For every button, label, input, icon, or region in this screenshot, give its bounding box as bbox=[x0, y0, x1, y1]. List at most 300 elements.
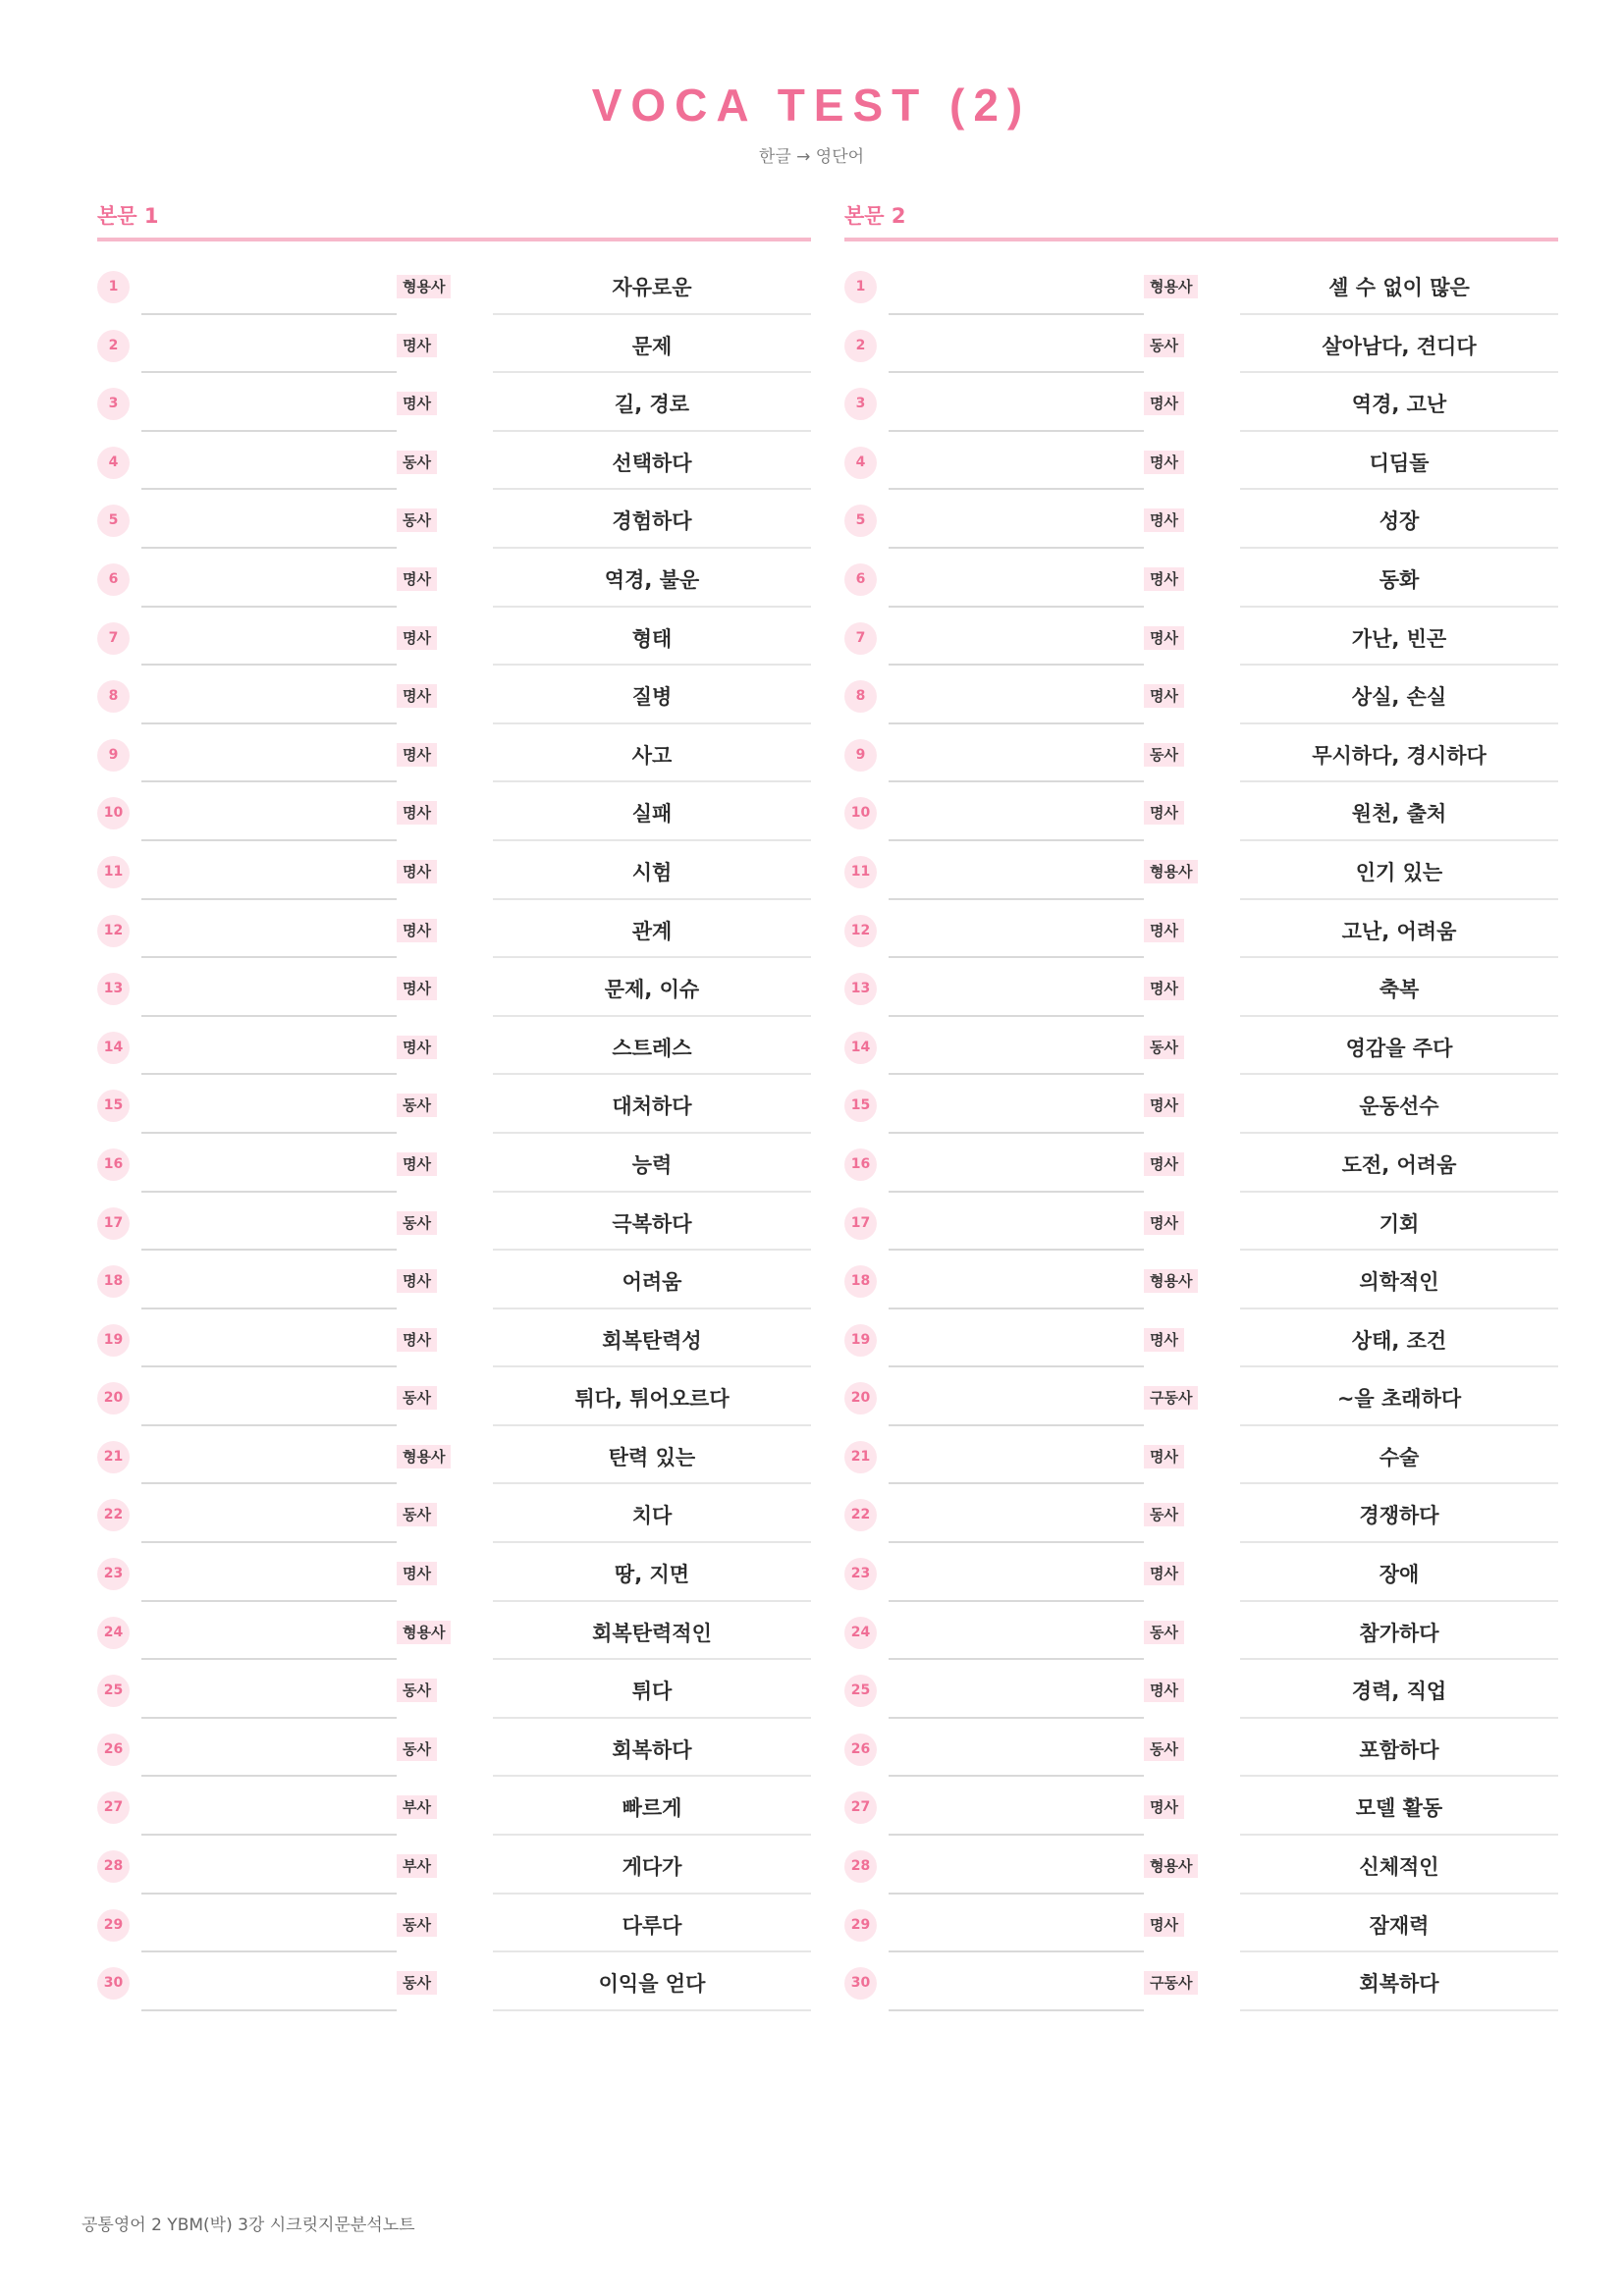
part-of-speech-badge: 명사 bbox=[397, 334, 437, 357]
item-number-badge: 18 bbox=[97, 1265, 130, 1298]
part-of-speech-badge: 명사 bbox=[1144, 1795, 1184, 1819]
korean-meaning: 치다 bbox=[631, 1504, 673, 1528]
meaning-underline bbox=[493, 1249, 811, 1251]
meaning-underline bbox=[493, 1950, 811, 1952]
meaning-underline bbox=[493, 430, 811, 432]
korean-meaning: 역경, 고난 bbox=[1351, 393, 1447, 417]
part-of-speech-badge: 동사 bbox=[397, 508, 437, 532]
part-of-speech-badge: 명사 bbox=[1144, 1562, 1184, 1585]
korean-meaning: 어려움 bbox=[622, 1270, 682, 1295]
vocab-row bbox=[844, 1838, 1558, 1896]
part-of-speech-badge: 명사 bbox=[1144, 567, 1184, 591]
answer-blank-line[interactable] bbox=[889, 1482, 1144, 1484]
meaning-underline bbox=[493, 1308, 811, 1309]
answer-blank-line[interactable] bbox=[889, 1893, 1144, 1895]
answer-blank-line[interactable] bbox=[889, 839, 1144, 841]
part-of-speech-badge: 명사 bbox=[397, 1152, 437, 1176]
item-number-badge: 4 bbox=[844, 447, 877, 479]
answer-blank-line[interactable] bbox=[141, 780, 397, 782]
item-number-badge: 28 bbox=[844, 1850, 877, 1883]
meaning-underline bbox=[1240, 371, 1558, 373]
item-number-badge: 20 bbox=[844, 1382, 877, 1415]
vocab-row bbox=[97, 258, 811, 317]
item-number-badge: 29 bbox=[97, 1909, 130, 1942]
answer-blank-line[interactable] bbox=[889, 1950, 1144, 1952]
meaning-underline bbox=[1240, 1950, 1558, 1952]
meaning-underline bbox=[1240, 1482, 1558, 1484]
item-number-badge: 15 bbox=[97, 1090, 130, 1122]
vocab-row bbox=[97, 1604, 811, 1663]
page-subtitle: 한글 → 영단어 bbox=[758, 147, 865, 167]
answer-blank-line[interactable] bbox=[889, 1541, 1144, 1543]
korean-meaning: 상실, 손실 bbox=[1351, 685, 1447, 710]
section-2 bbox=[844, 196, 1558, 2013]
korean-meaning: 문제 bbox=[631, 334, 673, 358]
korean-meaning: 참가하다 bbox=[1359, 1621, 1439, 1645]
answer-blank-line[interactable] bbox=[889, 1073, 1144, 1075]
vocab-row bbox=[97, 667, 811, 726]
item-number-badge: 8 bbox=[97, 680, 130, 713]
answer-blank-line[interactable] bbox=[141, 839, 397, 841]
answer-blank-line[interactable] bbox=[889, 1775, 1144, 1777]
part-of-speech-badge: 동사 bbox=[1144, 334, 1184, 357]
answer-blank-line[interactable] bbox=[141, 1308, 397, 1309]
vocab-row bbox=[97, 434, 811, 493]
section-title: 본문 2 bbox=[844, 204, 906, 228]
korean-meaning: 이익을 얻다 bbox=[598, 1972, 706, 1997]
korean-meaning: 게다가 bbox=[622, 1855, 682, 1880]
item-number-badge: 2 bbox=[844, 330, 877, 362]
vocab-row bbox=[844, 1369, 1558, 1428]
meaning-underline bbox=[493, 1717, 811, 1719]
meaning-underline bbox=[1240, 1249, 1558, 1251]
part-of-speech-badge: 형용사 bbox=[1144, 860, 1198, 883]
korean-meaning: 형태 bbox=[631, 626, 673, 651]
item-number-badge: 12 bbox=[844, 915, 877, 947]
answer-blank-line[interactable] bbox=[141, 1834, 397, 1836]
korean-meaning: 경쟁하다 bbox=[1359, 1504, 1439, 1528]
vocab-row bbox=[97, 492, 811, 551]
answer-blank-line[interactable] bbox=[141, 547, 397, 549]
answer-blank-line[interactable] bbox=[889, 1424, 1144, 1426]
meaning-underline bbox=[1240, 1073, 1558, 1075]
korean-meaning: 회복탄력적인 bbox=[592, 1621, 712, 1645]
answer-blank-line[interactable] bbox=[141, 1132, 397, 1134]
vocab-row bbox=[844, 1136, 1558, 1195]
korean-meaning: 회복하다 bbox=[612, 1737, 692, 1762]
part-of-speech-badge: 명사 bbox=[397, 567, 437, 591]
korean-meaning: 다루다 bbox=[622, 1913, 682, 1938]
item-number-badge: 26 bbox=[844, 1734, 877, 1766]
item-number-badge: 15 bbox=[844, 1090, 877, 1122]
meaning-underline bbox=[1240, 1658, 1558, 1660]
item-number-badge: 25 bbox=[844, 1675, 877, 1707]
meaning-underline bbox=[1240, 1308, 1558, 1309]
part-of-speech-badge: 동사 bbox=[1144, 1737, 1184, 1761]
item-number-badge: 30 bbox=[97, 1967, 130, 2000]
meaning-underline bbox=[1240, 722, 1558, 724]
part-of-speech-badge: 형용사 bbox=[397, 1445, 451, 1468]
vocab-row bbox=[97, 1954, 811, 2013]
meaning-underline bbox=[1240, 780, 1558, 782]
vocab-row bbox=[97, 726, 811, 785]
meaning-underline bbox=[493, 1365, 811, 1367]
vocab-row bbox=[844, 317, 1558, 376]
vocab-row bbox=[844, 667, 1558, 726]
item-number-badge: 17 bbox=[844, 1207, 877, 1240]
part-of-speech-badge: 동사 bbox=[397, 1971, 437, 1995]
vocab-row bbox=[97, 1486, 811, 1545]
item-number-badge: 24 bbox=[97, 1617, 130, 1649]
answer-blank-line[interactable] bbox=[141, 1950, 397, 1952]
answer-blank-line[interactable] bbox=[141, 1658, 397, 1660]
part-of-speech-badge: 명사 bbox=[1144, 392, 1184, 415]
answer-blank-line[interactable] bbox=[141, 606, 397, 608]
part-of-speech-badge: 부사 bbox=[397, 1795, 437, 1819]
meaning-underline bbox=[1240, 839, 1558, 841]
answer-blank-line[interactable] bbox=[141, 1541, 397, 1543]
answer-blank-line[interactable] bbox=[141, 1482, 397, 1484]
item-number-badge: 24 bbox=[844, 1617, 877, 1649]
answer-blank-line[interactable] bbox=[889, 606, 1144, 608]
vocab-row bbox=[844, 610, 1558, 668]
answer-blank-line[interactable] bbox=[141, 488, 397, 490]
item-number-badge: 10 bbox=[97, 797, 130, 829]
item-number-badge: 27 bbox=[844, 1791, 877, 1824]
meaning-underline bbox=[1240, 1015, 1558, 1017]
answer-blank-line[interactable] bbox=[141, 1015, 397, 1017]
item-number-badge: 14 bbox=[97, 1032, 130, 1064]
section-1 bbox=[97, 196, 811, 2013]
part-of-speech-badge: 명사 bbox=[1144, 1328, 1184, 1352]
item-number-badge: 13 bbox=[844, 973, 877, 1005]
meaning-underline bbox=[493, 1600, 811, 1602]
vocab-row bbox=[844, 375, 1558, 434]
vocab-row bbox=[97, 1721, 811, 1780]
part-of-speech-badge: 명사 bbox=[397, 1036, 437, 1059]
meaning-underline bbox=[493, 1073, 811, 1075]
part-of-speech-badge: 형용사 bbox=[397, 275, 451, 298]
part-of-speech-badge: 동사 bbox=[1144, 743, 1184, 767]
part-of-speech-badge: 명사 bbox=[397, 1269, 437, 1293]
answer-blank-line[interactable] bbox=[141, 313, 397, 315]
answer-blank-line[interactable] bbox=[889, 780, 1144, 782]
part-of-speech-badge: 명사 bbox=[1144, 1152, 1184, 1176]
vocab-row bbox=[844, 1721, 1558, 1780]
part-of-speech-badge: 동사 bbox=[397, 1094, 437, 1117]
part-of-speech-badge: 동사 bbox=[1144, 1503, 1184, 1526]
answer-blank-line[interactable] bbox=[889, 1308, 1144, 1309]
part-of-speech-badge: 동사 bbox=[1144, 1036, 1184, 1059]
korean-meaning: 고난, 어려움 bbox=[1341, 919, 1457, 943]
korean-meaning: 원천, 출처 bbox=[1351, 802, 1447, 827]
answer-blank-line[interactable] bbox=[889, 430, 1144, 432]
korean-meaning: 수술 bbox=[1379, 1445, 1420, 1469]
answer-blank-line[interactable] bbox=[141, 1424, 397, 1426]
korean-meaning: 튀다, 튀어오르다 bbox=[574, 1387, 730, 1412]
vocab-row bbox=[97, 375, 811, 434]
vocab-row bbox=[844, 1545, 1558, 1604]
vocab-row bbox=[844, 1896, 1558, 1955]
vocab-list bbox=[97, 258, 811, 2013]
item-number-badge: 28 bbox=[97, 1850, 130, 1883]
answer-blank-line[interactable] bbox=[889, 1600, 1144, 1602]
korean-meaning: 길, 경로 bbox=[614, 393, 690, 417]
page-title: VOCA TEST (2) bbox=[591, 80, 1032, 131]
meaning-underline bbox=[1240, 1541, 1558, 1543]
item-number-badge: 3 bbox=[97, 388, 130, 420]
answer-blank-line[interactable] bbox=[889, 1132, 1144, 1134]
meaning-underline bbox=[493, 1191, 811, 1193]
meaning-underline bbox=[493, 488, 811, 490]
item-number-badge: 5 bbox=[844, 505, 877, 537]
item-number-badge: 20 bbox=[97, 1382, 130, 1415]
answer-blank-line[interactable] bbox=[141, 898, 397, 900]
part-of-speech-badge: 명사 bbox=[397, 684, 437, 708]
item-number-badge: 8 bbox=[844, 680, 877, 713]
answer-blank-line[interactable] bbox=[141, 1600, 397, 1602]
section-title: 본문 1 bbox=[97, 204, 159, 228]
answer-blank-line[interactable] bbox=[141, 1365, 397, 1367]
vocab-row bbox=[844, 1019, 1558, 1078]
korean-meaning: 사고 bbox=[631, 743, 673, 768]
korean-meaning: 디딤돌 bbox=[1369, 451, 1430, 475]
footer-text: 공통영어 2 YBM(박) 3강 시크릿지문분석노트 bbox=[81, 2216, 415, 2235]
section-header bbox=[97, 196, 811, 241]
vocab-row bbox=[97, 317, 811, 376]
item-number-badge: 29 bbox=[844, 1909, 877, 1942]
meaning-underline bbox=[1240, 1132, 1558, 1134]
item-number-badge: 6 bbox=[844, 563, 877, 596]
vocab-row bbox=[844, 551, 1558, 610]
item-number-badge: 3 bbox=[844, 388, 877, 420]
part-of-speech-badge: 명사 bbox=[397, 1328, 437, 1352]
meaning-underline bbox=[493, 722, 811, 724]
part-of-speech-badge: 명사 bbox=[1144, 508, 1184, 532]
part-of-speech-badge: 명사 bbox=[1144, 1094, 1184, 1117]
part-of-speech-badge: 명사 bbox=[1144, 684, 1184, 708]
meaning-underline bbox=[493, 1541, 811, 1543]
part-of-speech-badge: 구동사 bbox=[1144, 1386, 1198, 1410]
item-number-badge: 7 bbox=[844, 622, 877, 655]
meaning-underline bbox=[1240, 1424, 1558, 1426]
korean-meaning: 시험 bbox=[631, 860, 673, 884]
korean-meaning: 자유로운 bbox=[612, 276, 692, 299]
answer-blank-line[interactable] bbox=[889, 1658, 1144, 1660]
vocab-row bbox=[97, 1253, 811, 1311]
korean-meaning: 동화 bbox=[1379, 567, 1420, 592]
korean-meaning: 신체적인 bbox=[1359, 1855, 1439, 1880]
vocab-row bbox=[97, 551, 811, 610]
vocab-row bbox=[97, 1136, 811, 1195]
item-number-badge: 6 bbox=[97, 563, 130, 596]
meaning-underline bbox=[493, 898, 811, 900]
item-number-badge: 13 bbox=[97, 973, 130, 1005]
answer-blank-line[interactable] bbox=[889, 898, 1144, 900]
vocab-row bbox=[844, 1779, 1558, 1838]
korean-meaning: 모델 활동 bbox=[1355, 1796, 1443, 1821]
meaning-underline bbox=[1240, 1834, 1558, 1836]
vocab-row bbox=[844, 1311, 1558, 1370]
item-number-badge: 4 bbox=[97, 447, 130, 479]
meaning-underline bbox=[1240, 1893, 1558, 1895]
answer-blank-line[interactable] bbox=[141, 722, 397, 724]
part-of-speech-badge: 동사 bbox=[397, 1503, 437, 1526]
vocab-row bbox=[97, 1896, 811, 1955]
vocab-row bbox=[844, 960, 1558, 1019]
answer-blank-line[interactable] bbox=[889, 2009, 1144, 2011]
part-of-speech-badge: 명사 bbox=[1144, 1445, 1184, 1468]
part-of-speech-badge: 명사 bbox=[397, 743, 437, 767]
korean-meaning: 무시하다, 경시하다 bbox=[1312, 743, 1487, 768]
part-of-speech-badge: 형용사 bbox=[1144, 275, 1198, 298]
meaning-underline bbox=[1240, 1191, 1558, 1193]
vocab-row bbox=[97, 1077, 811, 1136]
korean-meaning: 선택하다 bbox=[612, 451, 692, 475]
meaning-underline bbox=[1240, 1600, 1558, 1602]
part-of-speech-badge: 명사 bbox=[1144, 919, 1184, 942]
answer-blank-line[interactable] bbox=[141, 664, 397, 666]
item-number-badge: 14 bbox=[844, 1032, 877, 1064]
meaning-underline bbox=[1240, 1365, 1558, 1367]
vocab-row bbox=[844, 1428, 1558, 1487]
meaning-underline bbox=[493, 371, 811, 373]
item-number-badge: 19 bbox=[97, 1324, 130, 1357]
korean-meaning: 문제, 이슈 bbox=[604, 978, 700, 1002]
korean-meaning: 튀다 bbox=[631, 1680, 673, 1704]
vocab-row bbox=[97, 902, 811, 961]
vocab-row bbox=[844, 492, 1558, 551]
answer-blank-line[interactable] bbox=[141, 371, 397, 373]
answer-blank-line[interactable] bbox=[141, 430, 397, 432]
part-of-speech-badge: 명사 bbox=[397, 1562, 437, 1585]
vocab-row bbox=[97, 1369, 811, 1428]
vocab-row bbox=[97, 1195, 811, 1254]
vocab-row bbox=[97, 1428, 811, 1487]
meaning-underline bbox=[493, 313, 811, 315]
answer-blank-line[interactable] bbox=[889, 371, 1144, 373]
korean-meaning: 인기 있는 bbox=[1355, 860, 1443, 884]
meaning-underline bbox=[493, 956, 811, 958]
korean-meaning: 빠르게 bbox=[622, 1796, 682, 1821]
meaning-underline bbox=[1240, 1775, 1558, 1777]
answer-blank-line[interactable] bbox=[889, 664, 1144, 666]
answer-blank-line[interactable] bbox=[889, 1834, 1144, 1836]
answer-blank-line[interactable] bbox=[141, 1775, 397, 1777]
answer-blank-line[interactable] bbox=[141, 1717, 397, 1719]
answer-blank-line[interactable] bbox=[141, 2009, 397, 2011]
answer-blank-line[interactable] bbox=[141, 1191, 397, 1193]
answer-blank-line[interactable] bbox=[889, 1015, 1144, 1017]
answer-blank-line[interactable] bbox=[889, 956, 1144, 958]
part-of-speech-badge: 명사 bbox=[1144, 977, 1184, 1000]
vocab-row bbox=[97, 1838, 811, 1896]
meaning-underline bbox=[1240, 488, 1558, 490]
meaning-underline bbox=[493, 1015, 811, 1017]
part-of-speech-badge: 명사 bbox=[1144, 1913, 1184, 1937]
vocab-row bbox=[844, 1486, 1558, 1545]
answer-blank-line[interactable] bbox=[889, 1717, 1144, 1719]
answer-blank-line[interactable] bbox=[889, 1191, 1144, 1193]
part-of-speech-badge: 동사 bbox=[397, 451, 437, 474]
part-of-speech-badge: 동사 bbox=[397, 1679, 437, 1702]
part-of-speech-badge: 명사 bbox=[397, 626, 437, 650]
vocab-row bbox=[844, 1662, 1558, 1721]
item-number-badge: 22 bbox=[97, 1499, 130, 1531]
item-number-badge: 12 bbox=[97, 915, 130, 947]
answer-blank-line[interactable] bbox=[889, 313, 1144, 315]
meaning-underline bbox=[1240, 2009, 1558, 2011]
item-number-badge: 23 bbox=[97, 1558, 130, 1590]
answer-blank-line[interactable] bbox=[141, 1249, 397, 1251]
vocab-row bbox=[844, 902, 1558, 961]
korean-meaning: 셀 수 없이 많은 bbox=[1328, 276, 1470, 299]
answer-blank-line[interactable] bbox=[141, 1893, 397, 1895]
korean-meaning: 능력 bbox=[631, 1152, 673, 1177]
meaning-underline bbox=[493, 606, 811, 608]
vocab-row bbox=[844, 1195, 1558, 1254]
korean-meaning: 상태, 조건 bbox=[1351, 1328, 1447, 1353]
answer-blank-line[interactable] bbox=[141, 1073, 397, 1075]
meaning-underline bbox=[493, 1658, 811, 1660]
item-number-badge: 27 bbox=[97, 1791, 130, 1824]
answer-blank-line[interactable] bbox=[889, 547, 1144, 549]
part-of-speech-badge: 명사 bbox=[1144, 626, 1184, 650]
item-number-badge: 19 bbox=[844, 1324, 877, 1357]
answer-blank-line[interactable] bbox=[889, 488, 1144, 490]
meaning-underline bbox=[493, 1132, 811, 1134]
meaning-underline bbox=[1240, 313, 1558, 315]
meaning-underline bbox=[493, 839, 811, 841]
item-number-badge: 11 bbox=[844, 856, 877, 888]
item-number-badge: 25 bbox=[97, 1675, 130, 1707]
item-number-badge: 2 bbox=[97, 330, 130, 362]
part-of-speech-badge: 명사 bbox=[1144, 451, 1184, 474]
item-number-badge: 22 bbox=[844, 1499, 877, 1531]
korean-meaning: 대처하다 bbox=[612, 1095, 692, 1119]
vocab-row bbox=[97, 610, 811, 668]
answer-blank-line[interactable] bbox=[889, 722, 1144, 724]
korean-meaning: 의학적인 bbox=[1359, 1270, 1439, 1295]
korean-meaning: 도전, 어려움 bbox=[1341, 1152, 1457, 1177]
part-of-speech-badge: 명사 bbox=[397, 392, 437, 415]
korean-meaning: 회복하다 bbox=[1359, 1972, 1439, 1997]
meaning-underline bbox=[493, 547, 811, 549]
part-of-speech-badge: 형용사 bbox=[1144, 1854, 1198, 1878]
item-number-badge: 21 bbox=[97, 1441, 130, 1473]
item-number-badge: 18 bbox=[844, 1265, 877, 1298]
vocab-list bbox=[844, 258, 1558, 2013]
korean-meaning: 성장 bbox=[1379, 509, 1420, 534]
part-of-speech-badge: 명사 bbox=[397, 860, 437, 883]
vocab-row bbox=[844, 1077, 1558, 1136]
vocab-row bbox=[844, 258, 1558, 317]
korean-meaning: 장애 bbox=[1379, 1563, 1420, 1587]
korean-meaning: 스트레스 bbox=[612, 1036, 692, 1060]
item-number-badge: 1 bbox=[97, 271, 130, 303]
answer-blank-line[interactable] bbox=[141, 956, 397, 958]
answer-blank-line[interactable] bbox=[889, 1365, 1144, 1367]
item-number-badge: 26 bbox=[97, 1734, 130, 1766]
answer-blank-line[interactable] bbox=[889, 1249, 1144, 1251]
item-number-badge: 21 bbox=[844, 1441, 877, 1473]
vocab-row bbox=[844, 434, 1558, 493]
vocab-row bbox=[844, 843, 1558, 902]
korean-meaning: 극복하다 bbox=[612, 1211, 692, 1236]
korean-meaning: 포함하다 bbox=[1359, 1737, 1439, 1762]
vocab-row bbox=[97, 784, 811, 843]
part-of-speech-badge: 동사 bbox=[397, 1211, 437, 1235]
